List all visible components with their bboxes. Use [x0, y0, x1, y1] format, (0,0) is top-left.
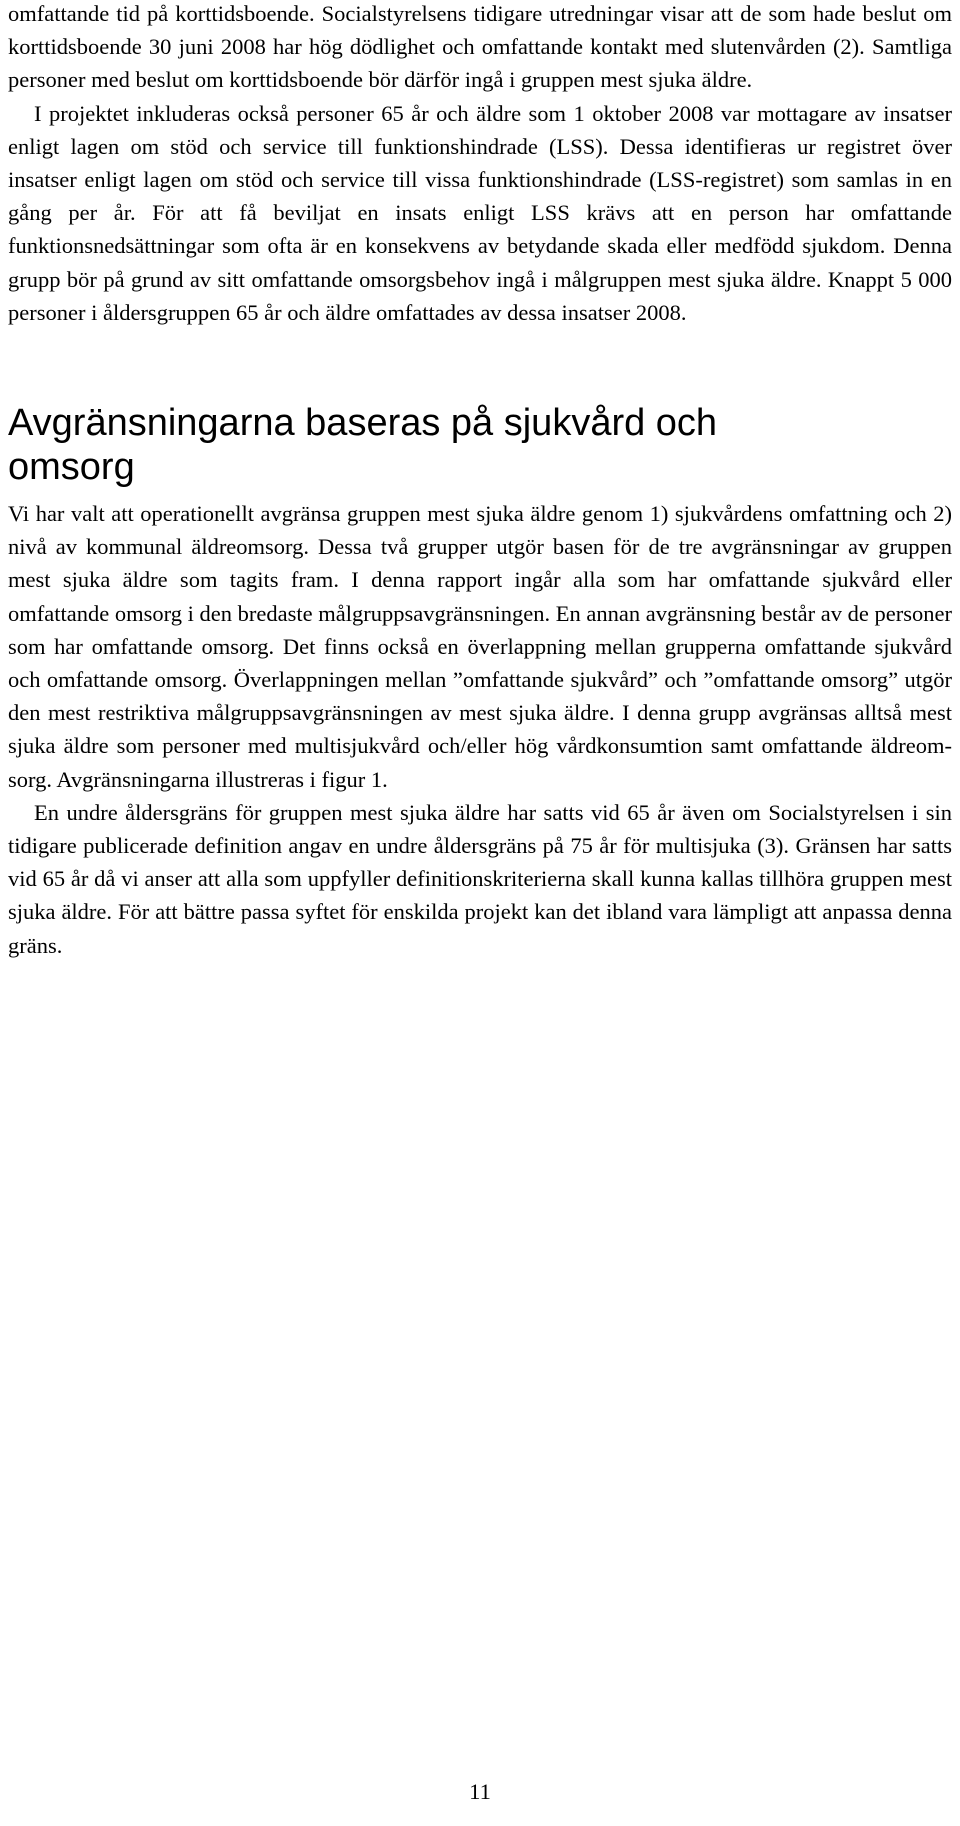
page-number: 11 [469, 1779, 491, 1804]
section-heading: Avgränsningarna baseras på sjukvård och omsorg [8, 402, 718, 489]
paragraph-lss: I projektet inkluderas också personer 65 år och äldre som 1 oktober 2008 var mottagare av insatser enligt lagen om stöd och service till funktionshindrade (LSS). Dessa identifieras ur registret över insatser enligt lagen om stöd och service till vissa funktionshindrade (LSS-registret) som samlas in en gång per år. För att få beviljat en insats enligt LSS krävs att en person har omfattande funktionsnedsättningar som ofta är en konsekvens av betydande skada eller medfödd sjukdom. Denna grupp bör på grund av sitt omfattande omsorgsbehov ingå i målgruppen mest sjuka äldre. Knappt 5 000 personer i åldersgruppen 65 år och äldre omfattades av dessa insatser 2008. [8, 100, 952, 325]
paragraph-korttidsboende: omfattande tid på korttidsboende. Socialstyrelsens tidigare utredningar visar att de som hade beslut om korttidsboende 30 juni 2008 har hög dödlighet och omfattande kontakt med slutenvården (2). Samtliga personer med beslut om korttidsboende bör därför ingå i gruppen mest sjuka äldre. [8, 1, 952, 93]
paragraph-aldersgrans: En undre åldersgräns för gruppen mest sjuka äldre har satts vid 65 år även om Socialstyrelsen i sin tidigare publicerade definition angav en undre åldersgräns på 75 år för multisjuka (3). Gränsen har satts vid 65 år då vi anser att alla som uppfyller definitionskriterierna skall kunna kallas tillhöra gruppen mest sjuka äldre. För att bättre passa syftet för enskilda projekt kan det ibland vara lämpligt att anpassa denna gräns. [8, 799, 952, 958]
paragraph-avgransning: Vi har valt att operationellt avgränsa gruppen mest sjuka äldre genom 1) sjukvårdens omfattning och 2) nivå av kommunal äldreomsorg. Dessa två grupper utgör basen för de tre avgränsningar av gruppen mest sjuka äldre som tagits fram. I denna rapport ingår alla som har omfattande sjukvård eller omfattande omsorg i den bredaste målgruppsavgränsningen. En annan avgränsning består av de personer som har omfattande omsorg. Det finns också en överlappning mellan grupperna omfattande sjukvård och omfattande omsorg. Överlappningen mellan ”omfattande sjukvård” och ”omfattande omsorg” utgör den mest restriktiva målgruppsavgränsningen av mest sjuka äldre. I denna grupp avgränsas alltså mest sjuka äldre som personer med multisjukvård och/eller hög vårdkonsumtion samt omfattande äldreomsorg. Avgränsningarna illustreras i figur 1. [8, 501, 952, 792]
document-page [8, 0, 952, 962]
